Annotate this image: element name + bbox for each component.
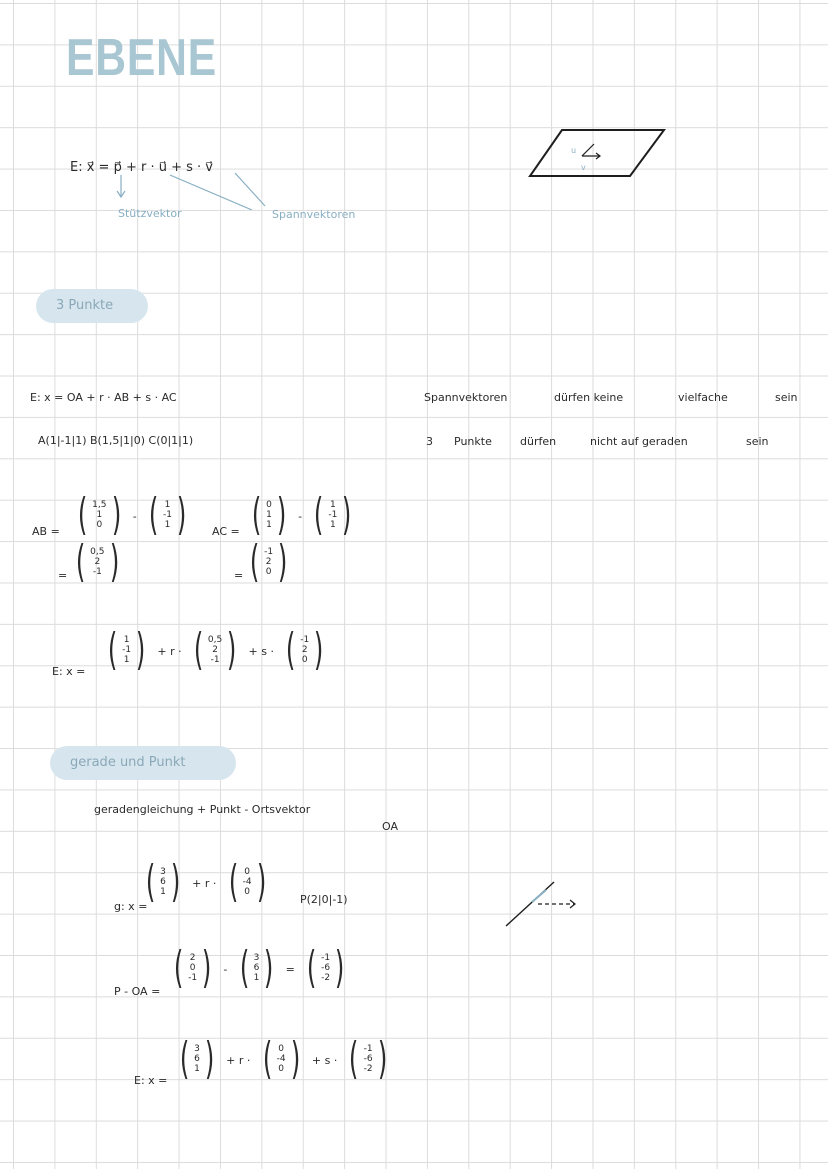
vector: ( 3 6 1 ): [179, 1033, 215, 1084]
vector: ( 1 -1 1 ): [148, 489, 187, 540]
ac-result: [246, 536, 291, 587]
plane-equation-3-points: E: x = OA + r · AB + s · AC: [30, 391, 177, 404]
final-plane-label: E: x =: [134, 1074, 168, 1087]
annotation-arrows: [110, 170, 280, 210]
note-word: sein: [746, 435, 769, 448]
p-minus-oa: ( 2 0 -1 ) - ( 3 6 1 ) = ( -1 -6 -2 ): [170, 946, 348, 990]
vector: ( 0,5 2 -1 ): [75, 536, 119, 587]
note-word: vielfache: [678, 391, 728, 404]
note-word: nicht auf geraden: [590, 435, 688, 448]
line-equation: ( 3 6 1 ) + r · ( 0 -4 0 ): [142, 860, 270, 904]
ab-result: [72, 536, 123, 587]
spannvektoren-label: Spannvektoren: [272, 208, 356, 221]
vector: ( 0,5 2 -1 ): [193, 624, 237, 675]
vector: ( 3 6 1 ): [145, 856, 181, 907]
points-list: A(1|-1|1) B(1,5|1|0) C(0|1|1): [38, 434, 194, 447]
note-word: Spannvektoren: [424, 391, 508, 404]
note-word: 3: [426, 435, 433, 448]
final-equation-label: E: x =: [52, 665, 86, 678]
vector: ( -1 2 0 ): [249, 536, 288, 587]
vector: ( 1 -1 1 ): [314, 489, 352, 540]
section-heading-3-punkte: 3 Punkte: [36, 289, 148, 323]
vector: ( 3 6 1 ): [239, 942, 274, 993]
line-point-sketch: [502, 876, 592, 930]
vector: ( 0 -4 0 ): [262, 1033, 300, 1084]
vector: ( 1,5 1 0 ): [77, 489, 121, 540]
ac-difference: ( 0 1 1 ) - ( 1 -1 1 ): [248, 493, 356, 537]
vector: ( 2 0 -1 ): [173, 942, 212, 993]
plane-v-label: v: [581, 163, 586, 172]
stuetzvektor-label: Stützvektor: [118, 207, 182, 220]
point-p: P(2|0|-1): [300, 893, 348, 906]
note-word: Punkte: [454, 435, 492, 448]
ab-label: AB =: [32, 525, 60, 538]
rule-text: geradengleichung + Punkt - Ortsvektor: [94, 803, 311, 816]
vector: ( -1 -6 -2 ): [349, 1033, 387, 1084]
vector: ( 1 -1 1 ): [107, 624, 146, 675]
final-plane-from-line: ( 3 6 1 ) + r · ( 0 -4 0 ) + s · ( -1 -6 -2 ): [176, 1037, 391, 1081]
ab-difference: ( 1,5 1 0 ) - ( 1 -1 1 ): [74, 493, 190, 537]
vector: ( 0 1 1 ): [251, 489, 287, 540]
ac-label: AC =: [212, 525, 240, 538]
note-word: dürfen keine: [554, 391, 624, 404]
section-heading-gerade-und-punkt: gerade und Punkt: [50, 746, 236, 780]
plane-u-label: u: [571, 146, 577, 155]
p-minus-oa-label: P - OA =: [114, 985, 161, 998]
vector: ( 0 -4 0 ): [228, 856, 266, 907]
g-label: g: x =: [114, 900, 148, 913]
equals-sign: =: [234, 569, 244, 582]
page-title: EBENE: [66, 29, 218, 87]
note-word: dürfen: [520, 435, 557, 448]
plane-equation-general: E: x⃗ = p⃗ + r · u⃗ + s · v⃗: [70, 160, 213, 175]
vector: ( -1 -6 -2 ): [306, 942, 345, 993]
rule-subtext: OA: [382, 820, 398, 833]
plane-sketch: [526, 126, 668, 180]
final-plane-equation: ( 1 -1 1 ) + r · ( 0,5 2 -1 ) + s · ( -1 2 0 ): [104, 628, 327, 672]
note-word: sein: [775, 391, 798, 404]
vector: ( -1 2 0 ): [285, 624, 324, 675]
equals-sign: =: [58, 569, 68, 582]
